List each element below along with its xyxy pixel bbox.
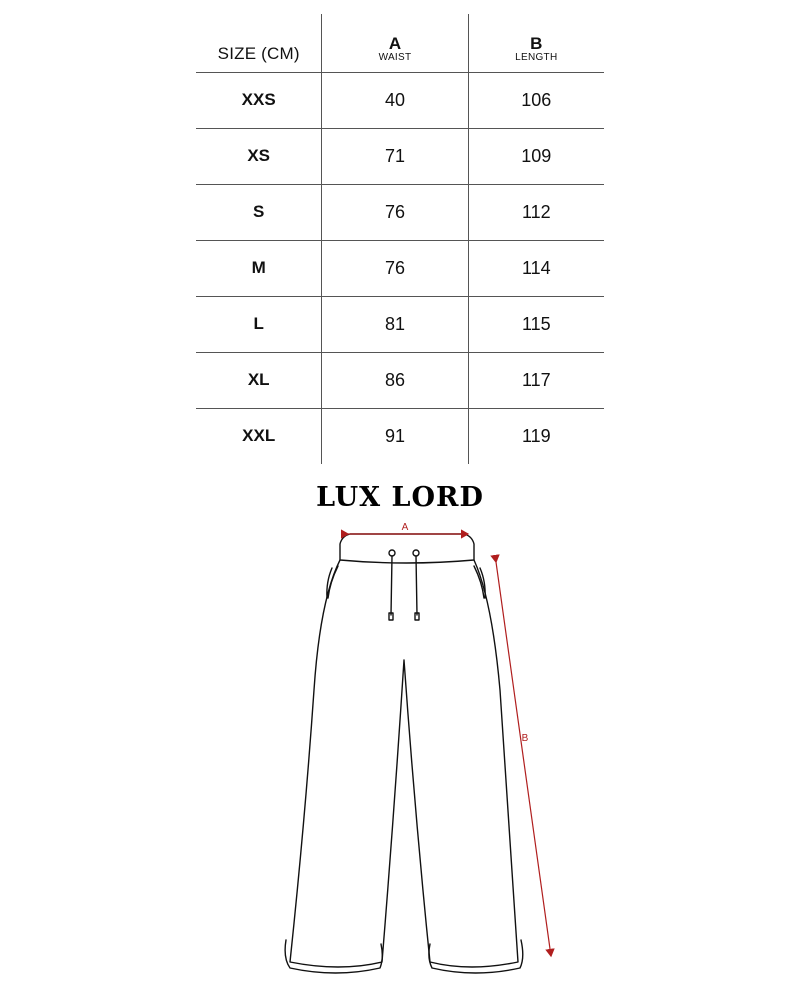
waist-cell: 86 bbox=[322, 352, 468, 408]
length-header-label: LENGTH bbox=[515, 51, 558, 63]
waist-dimension bbox=[348, 522, 468, 534]
size-cell: XL bbox=[196, 352, 322, 408]
pants-outline bbox=[285, 534, 523, 973]
left-pocket-seam bbox=[328, 566, 338, 598]
left-drawcord-eyelet bbox=[389, 550, 395, 556]
size-cell: XXL bbox=[242, 426, 276, 446]
length-header-letter: B bbox=[530, 33, 543, 53]
left-leg-cuff bbox=[285, 940, 382, 973]
waist-dimension-label: A bbox=[401, 522, 409, 533]
size-header-label: SIZE (CM) bbox=[217, 43, 300, 63]
brand-logo: LUX LORD bbox=[316, 482, 484, 513]
left-drawcord bbox=[391, 556, 392, 615]
right-drawcord-eyelet bbox=[413, 550, 419, 556]
length-cell: 114 bbox=[468, 240, 604, 296]
waist-cell: 91 bbox=[322, 408, 468, 464]
waistband-shape bbox=[340, 534, 474, 563]
length-dimension-label: B bbox=[521, 733, 529, 744]
waist-cell: 71 bbox=[322, 128, 468, 184]
waist-cell: 76 bbox=[322, 240, 468, 296]
size-cell: M bbox=[196, 240, 322, 296]
size-cell: XS bbox=[196, 128, 322, 184]
pants-body bbox=[290, 560, 518, 967]
waist-cell: 81 bbox=[322, 296, 468, 352]
size-cell: L bbox=[196, 296, 322, 352]
length-cell: 119 bbox=[468, 408, 604, 464]
size-cell: XXS bbox=[196, 72, 322, 128]
length-cell: 109 bbox=[468, 128, 604, 184]
length-cell: 112 bbox=[468, 184, 604, 240]
length-cell: 117 bbox=[468, 352, 604, 408]
waist-header-label: WAIST bbox=[378, 51, 412, 63]
right-drawcord bbox=[416, 556, 417, 615]
length-cell: 106 bbox=[468, 72, 604, 128]
length-cell: 115 bbox=[468, 296, 604, 352]
waist-header-letter: A bbox=[388, 33, 402, 53]
right-leg-cuff bbox=[429, 940, 523, 973]
size-cell: S bbox=[196, 184, 322, 240]
waist-cell: 40 bbox=[322, 72, 468, 128]
waist-cell: 76 bbox=[322, 184, 468, 240]
